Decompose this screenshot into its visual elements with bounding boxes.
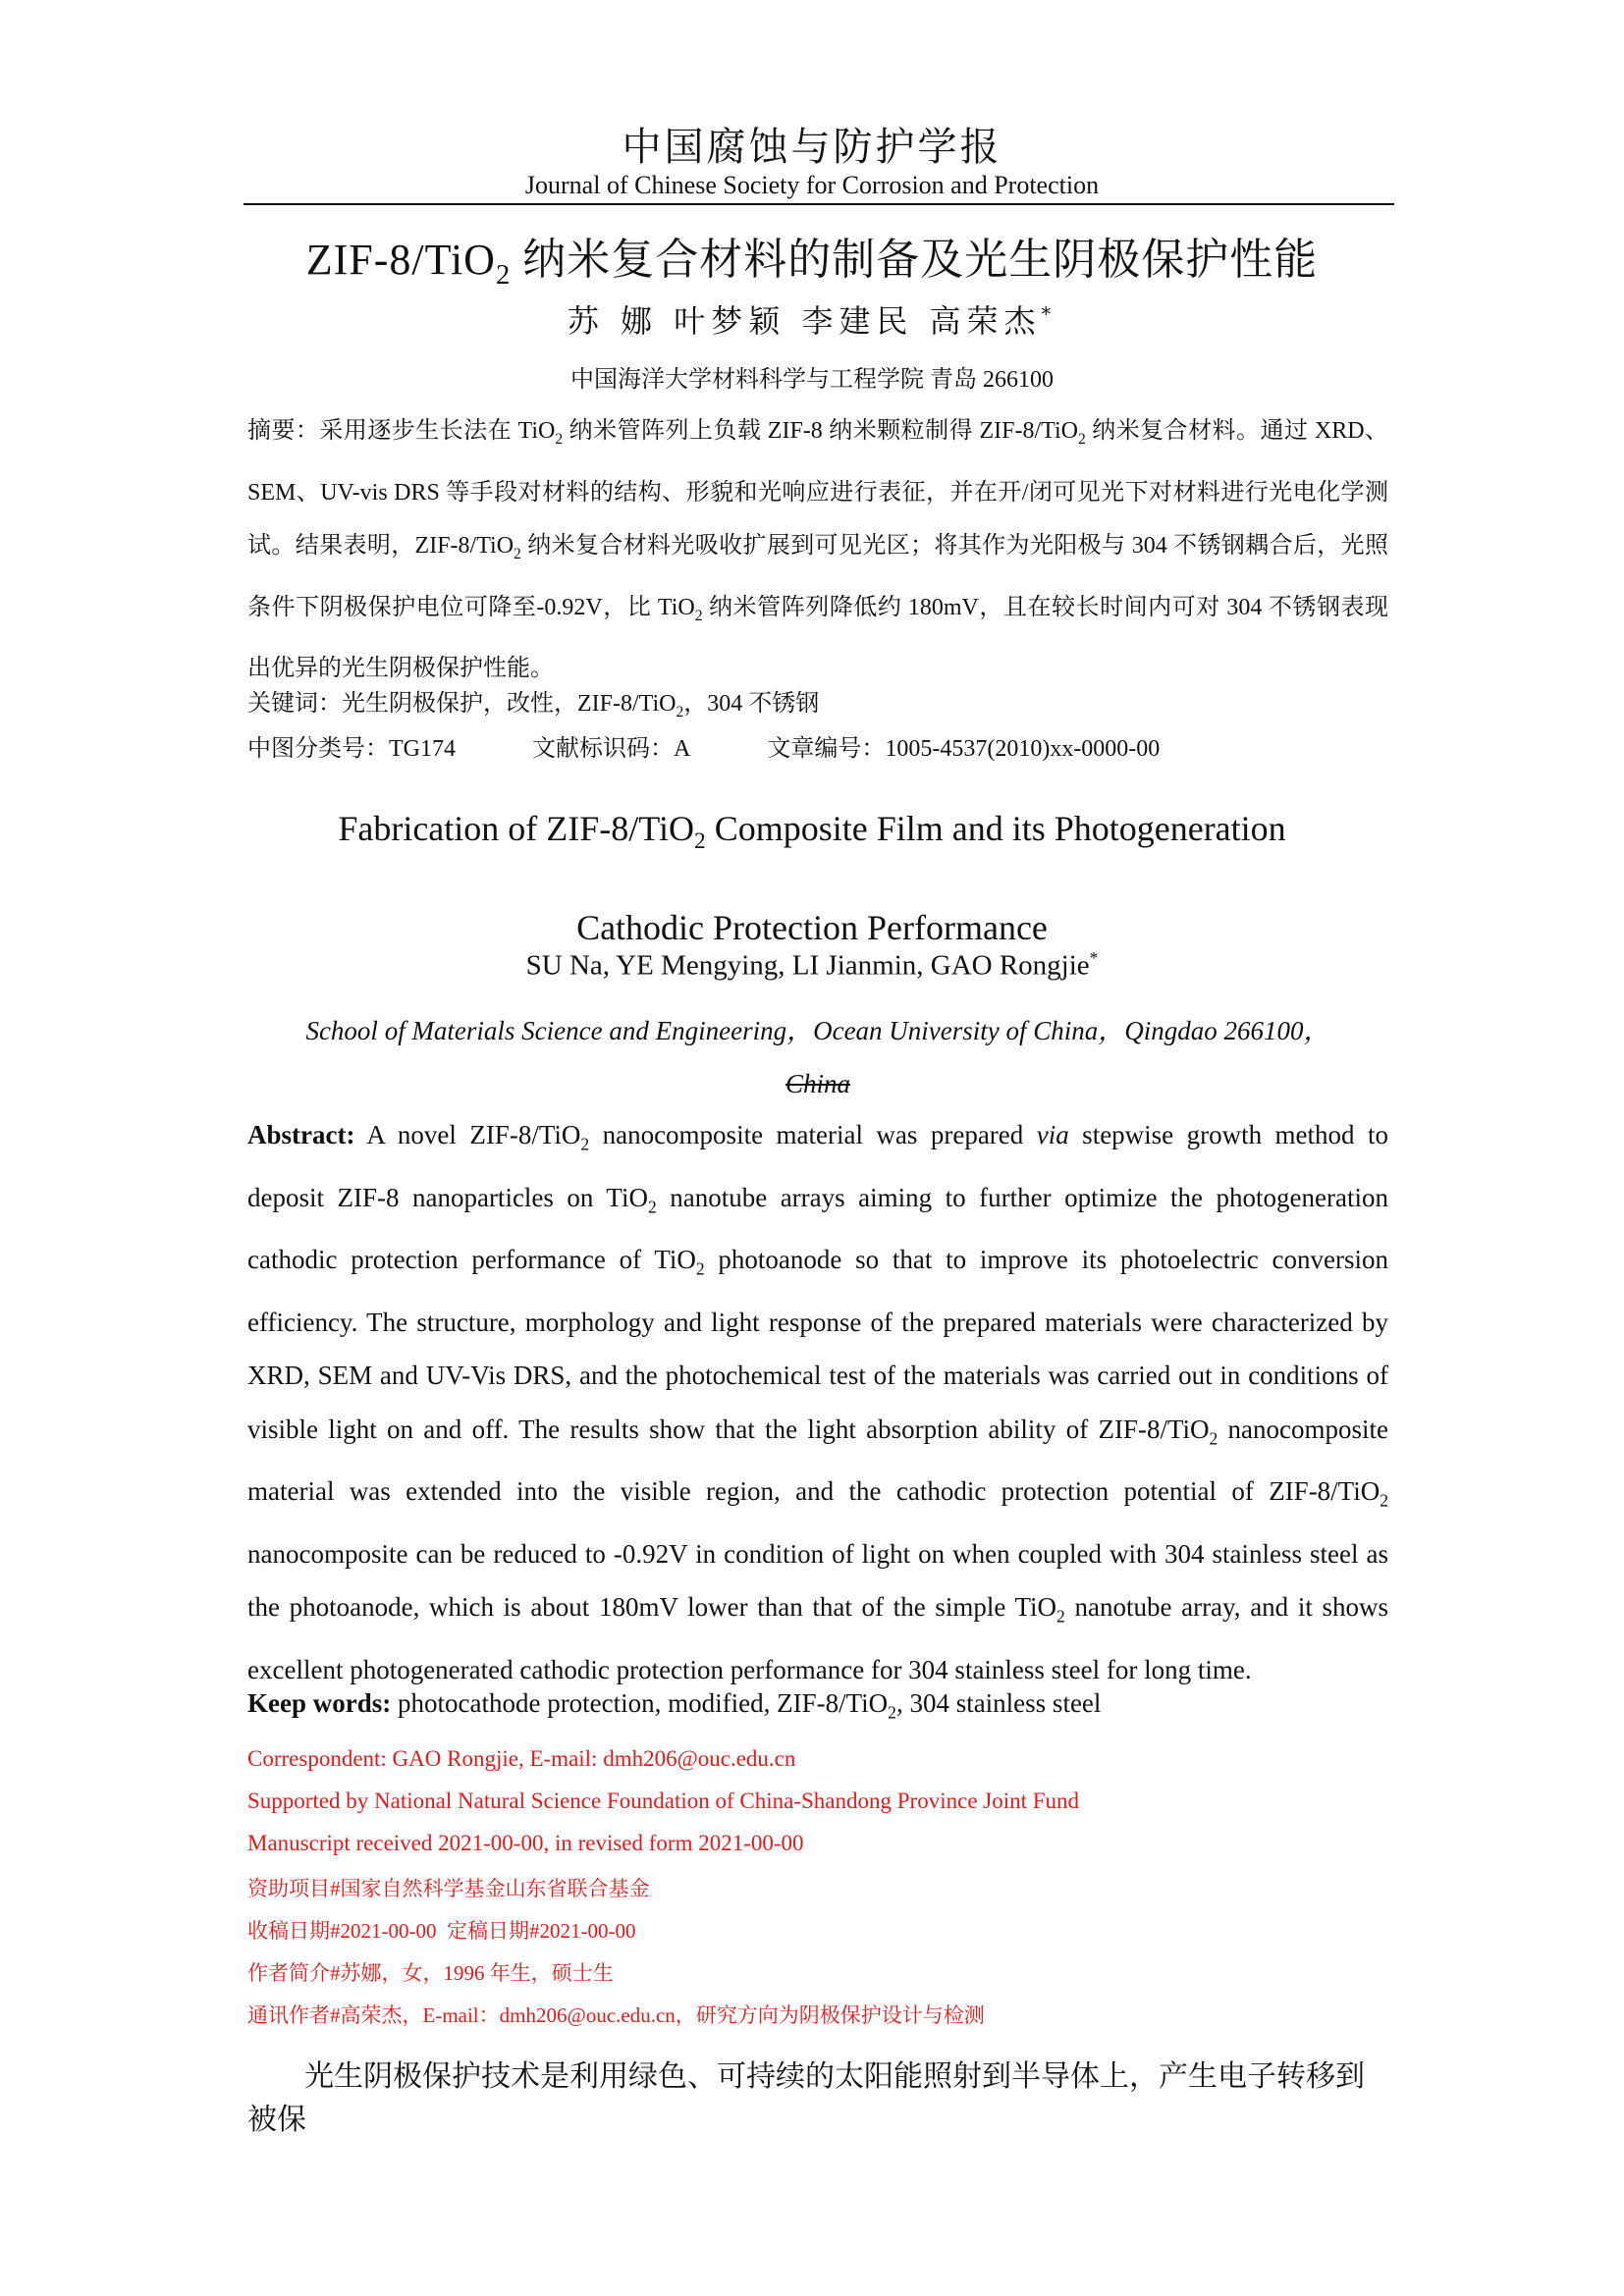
journal-title-cn: 中国腐蚀与防护学报 bbox=[622, 125, 1002, 169]
journal-title-en: Journal of Chinese Society for Corrosion and Protection bbox=[524, 171, 1100, 199]
clc-number: 中图分类号：TG174 bbox=[247, 736, 456, 762]
keywords-en: Keep words: photocathode protection, modified, ZIF-8/TiO$_2$, 304 stainless steel bbox=[247, 1688, 1102, 1723]
footnote-correspondent-en: Correspondent: GAO Rongjie, E-mail: dmh206@ouc.edu.cn bbox=[247, 1746, 796, 1771]
article-number: 文章编号：1005-4537(2010)xx-0000-00 bbox=[767, 736, 1161, 762]
footnote-received-en: Manuscript received 2021-00-00, in revised form 2021-00-00 bbox=[247, 1831, 804, 1855]
header-rule bbox=[244, 203, 1394, 205]
document-code: 文献标识码：A bbox=[532, 736, 691, 762]
article-title-cn: ZIF-8/TiO$_2$ 纳米复合材料的制备及光生阴极保护性能 bbox=[305, 236, 1319, 291]
footnote-funding-cn: 资助项目#国家自然科学基金山东省联合基金 bbox=[247, 1877, 650, 1900]
abstract-label: Abstract: bbox=[247, 1120, 355, 1149]
footnote-author-bio: 作者简介#苏娜，女，1996 年生，硕士生 bbox=[247, 1961, 614, 1985]
abstract-cn: 摘要：采用逐步生长法在 TiO$_2$ 纳米管阵列上负载 ZIF-8 纳米颗粒制得 ZIF-8/TiO$_2$ 纳米复合材料。通过 XRD、SEM、UV-vis DRS 等手段对材料的结构、形貌和光响应进行表征，并在开/闭可见光下对材料进行光电化学测试。结果表明，ZIF-8/TiO$_2$ 纳米复合材料光吸收扩展到可见光区；将其作为光阳极与 304 不锈钢耦合后，光照条件下阴极保护电位可降至-0.92V，比 TiO$_2$ 纳米管阵列降低约 180mV，且在较长时间内可对 304 不锈钢表现出优异的光生阴极保护性能。 bbox=[247, 418, 1389, 682]
affiliation-country: China bbox=[785, 1069, 850, 1098]
article-title-en: Fabrication of ZIF-8/TiO$_2$ Composite Film and its Photogeneration Cathodic Protection Performance bbox=[338, 809, 1286, 948]
abstract-en: Abstract: A novel ZIF-8/TiO$_2$ nanocomposite material was prepared via stepwise growth method to deposit ZIF-8 nanoparticles on TiO$_2$ nanotube arrays aiming to further optimize the photogeneration cathodic protection performance of TiO$_2$ photoanode so that to improve its photoelectric conversion efficiency. The structure, morphology and light response of the prepared materials were characterized by XRD, SEM and UV-Vis DRS, and the photochemical test of the materials was carried out in conditions of visible light on and off. The results show that the light absorption ability of ZIF-8/TiO$_2$ nanocomposite material was extended into the visible region, and the cathodic protection potential of ZIF-8/TiO$_2$ nanocomposite can be reduced to -0.92V in condition of light on when coupled with 304 stainless steel as the photoanode, which is about 180mV lower than that of the simple TiO$_2$ nanotube array, and it shows excellent photogenerated cathodic protection performance for 304 stainless steel for long time. bbox=[247, 1120, 1389, 1685]
classification-row bbox=[247, 728, 1160, 763]
footnote-corresponding-author: 通讯作者#高荣杰，E-mail：dmh206@ouc.edu.cn，研究方向为阴极保护设计与检测 bbox=[247, 2003, 985, 2027]
keywords-label: Keep words: bbox=[247, 1688, 392, 1718]
affiliation-cn: 中国海洋大学材料科学与工程学院 青岛 266100 bbox=[570, 367, 1054, 393]
footnote-received-cn: 收稿日期#2021-00-00 定稿日期#2021-00-00 bbox=[247, 1919, 636, 1943]
affiliation-en: School of Materials Science and Engineering，Ocean University of China，Qingdao 266100， China bbox=[305, 1016, 1330, 1098]
footnote-funding-en: Supported by National Natural Science Foundation of China-Shandong Province Joint Fund bbox=[247, 1789, 1080, 1813]
authors-cn: 苏 娜 叶梦颖 李建民 高荣杰* bbox=[567, 302, 1057, 340]
body-text-start: 光生阴极保护技术是利用绿色、可持续的太阳能照射到半导体上，产生电子转移到被保 bbox=[247, 2060, 1365, 2136]
authors-en: SU Na, YE Mengying, LI Jianmin, GAO Rongjie* bbox=[525, 948, 1099, 982]
keywords-cn: 关键词：光生阴极保护，改性，ZIF-8/TiO$_2$，304 不锈钢 bbox=[247, 691, 820, 721]
